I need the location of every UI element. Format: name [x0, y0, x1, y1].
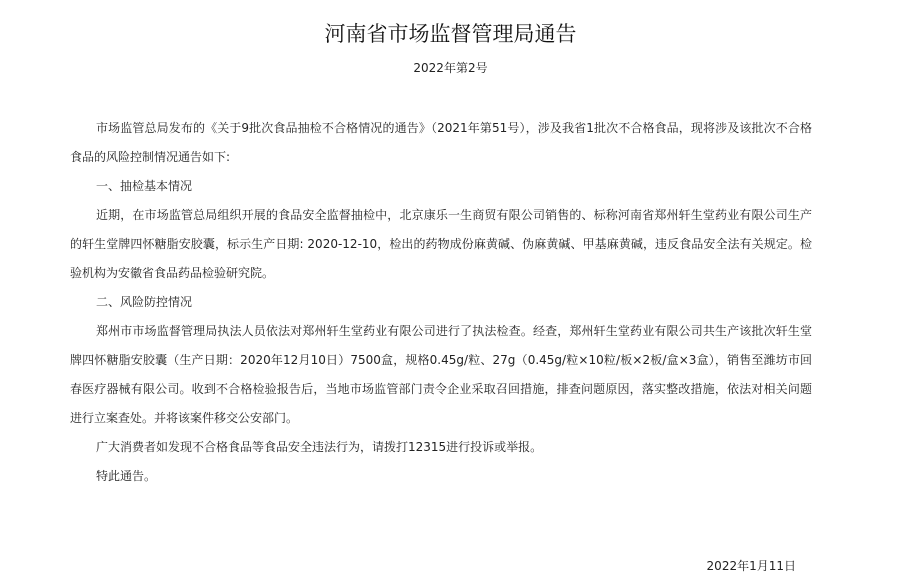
notice-body [70, 114, 812, 491]
document-number: 2022年第2号 [413, 61, 488, 75]
intro-paragraph: 市场监管总局发布的《关于9批次食品抽检不合格情况的通告》（2021年第51号），涉及我省1批次不合格食品，现将涉及该批次不合格食品的风险控制情况通告如下: [70, 121, 812, 164]
risk-control-paragraph: 郑州市市场监督管理局执法人员依法对郑州轩生堂药业有限公司进行了执法检查。经查，郑州轩生堂药业有限公司共生产该批次轩生堂牌四怀糖脂安胶囊（生产日期：2020年12月10日）7500盒，规格0.45g/粒、27g（0.45g/粒×10粒/板×2板/盒×3盒），销售至潍坊市回春医疗器械有限公司。收到不合格检验报告后，当地市场监管部门责令企业采取召回措施，排查问题原因，落实整改措施，依法对相关问题进行立案查处。并将该案件移交公安部门。 [70, 324, 812, 425]
section-heading-sampling: 一、抽检基本情况 [96, 179, 193, 193]
section-heading-risk-control: 二、风险防控情况 [96, 295, 193, 309]
consumer-reporting-paragraph: 广大消费者如发现不合格食品等食品安全违法行为，请拨打12315进行投诉或举报。 [96, 440, 543, 454]
closing-paragraph: 特此通告。 [96, 469, 157, 483]
notice-title: 河南省市场监督管理局通告 [324, 22, 577, 46]
notice-date: 2022年1月11日 [706, 559, 796, 573]
sampling-paragraph: 近期，在市场监管总局组织开展的食品安全监督抽检中，北京康乐一生商贸有限公司销售的、标称河南省郑州轩生堂药业有限公司生产的轩生堂牌四怀糖脂安胶囊，标示生产日期: 2020-12-10，检出的药物成份麻黄碱、伪麻黄碱、甲基麻黄碱，违反食品安全法有关规定。检验机构为安徽省食品药品检验研究院。 [70, 208, 812, 280]
